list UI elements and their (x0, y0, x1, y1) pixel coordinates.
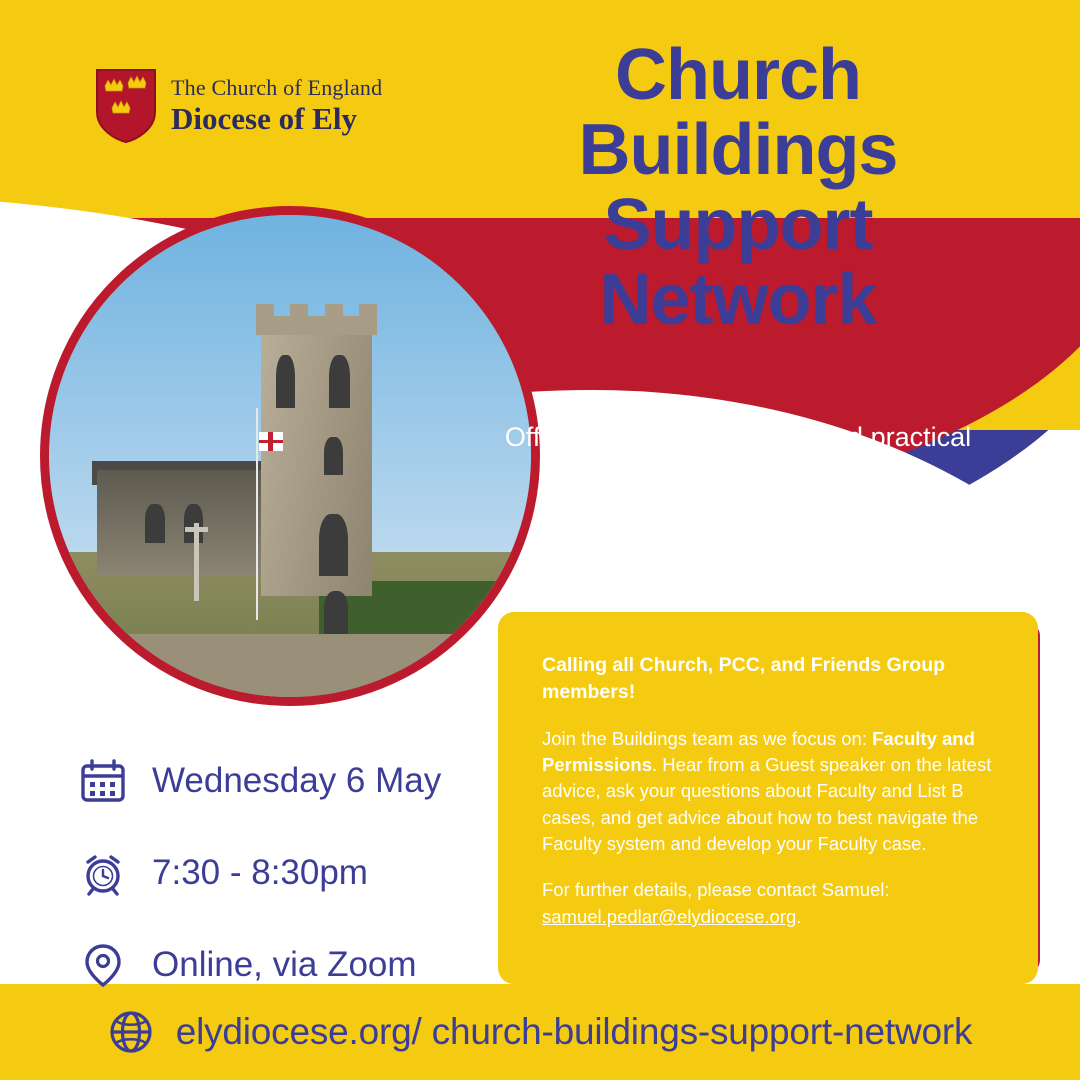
detail-row-date (80, 735, 441, 827)
subtitle: Offering advice, expertise and practical help with your church buildings. (504, 422, 972, 491)
card-body-bold: Faculty and Permissions (542, 727, 975, 776)
card-contact-suffix: . (796, 905, 802, 927)
footer-url[interactable]: elydiocese.org/ church-buildings-support-network (175, 1011, 973, 1052)
calendar-icon (80, 758, 126, 804)
page-title: Church Buildings Support Network (578, 35, 898, 340)
detail-time-text: 7:30 - 8:30pm (152, 853, 368, 892)
detail-date-text: Wednesday 6 May (152, 761, 442, 800)
footer-bar (0, 984, 1080, 1080)
detail-location-text: Online, via Zoom (152, 945, 417, 984)
card-body-part2: . Hear from a Guest speaker on the latest advice, ask your questions about Faculty and List B cases, and get advice about how to best navigate the Faculty system and develop your Faculty case. (542, 754, 992, 854)
alarm-clock-icon (80, 850, 126, 896)
logo-line-church-of-england: The Church of England (171, 75, 383, 101)
card-contact (542, 877, 1012, 931)
card-title: Calling all Church, PCC, and Friends Group members! (542, 654, 946, 703)
event-details-list (80, 735, 441, 1011)
card-contact-prefix: For further details, please contact Samuel: (542, 879, 890, 901)
event-info-card (512, 622, 1040, 974)
contact-email-link[interactable]: samuel.pedlar@elydiocese.org (542, 905, 797, 927)
location-pin-icon (80, 942, 126, 988)
shield-crest-icon (95, 68, 157, 144)
card-body-part1: Join the Buildings team as we focus on: (542, 727, 873, 749)
globe-icon (108, 1009, 154, 1055)
logo-line-diocese-of-ely: Diocese of Ely (171, 101, 357, 137)
detail-row-time (80, 827, 441, 919)
card-body (542, 726, 1012, 857)
diocese-logo (95, 68, 382, 144)
